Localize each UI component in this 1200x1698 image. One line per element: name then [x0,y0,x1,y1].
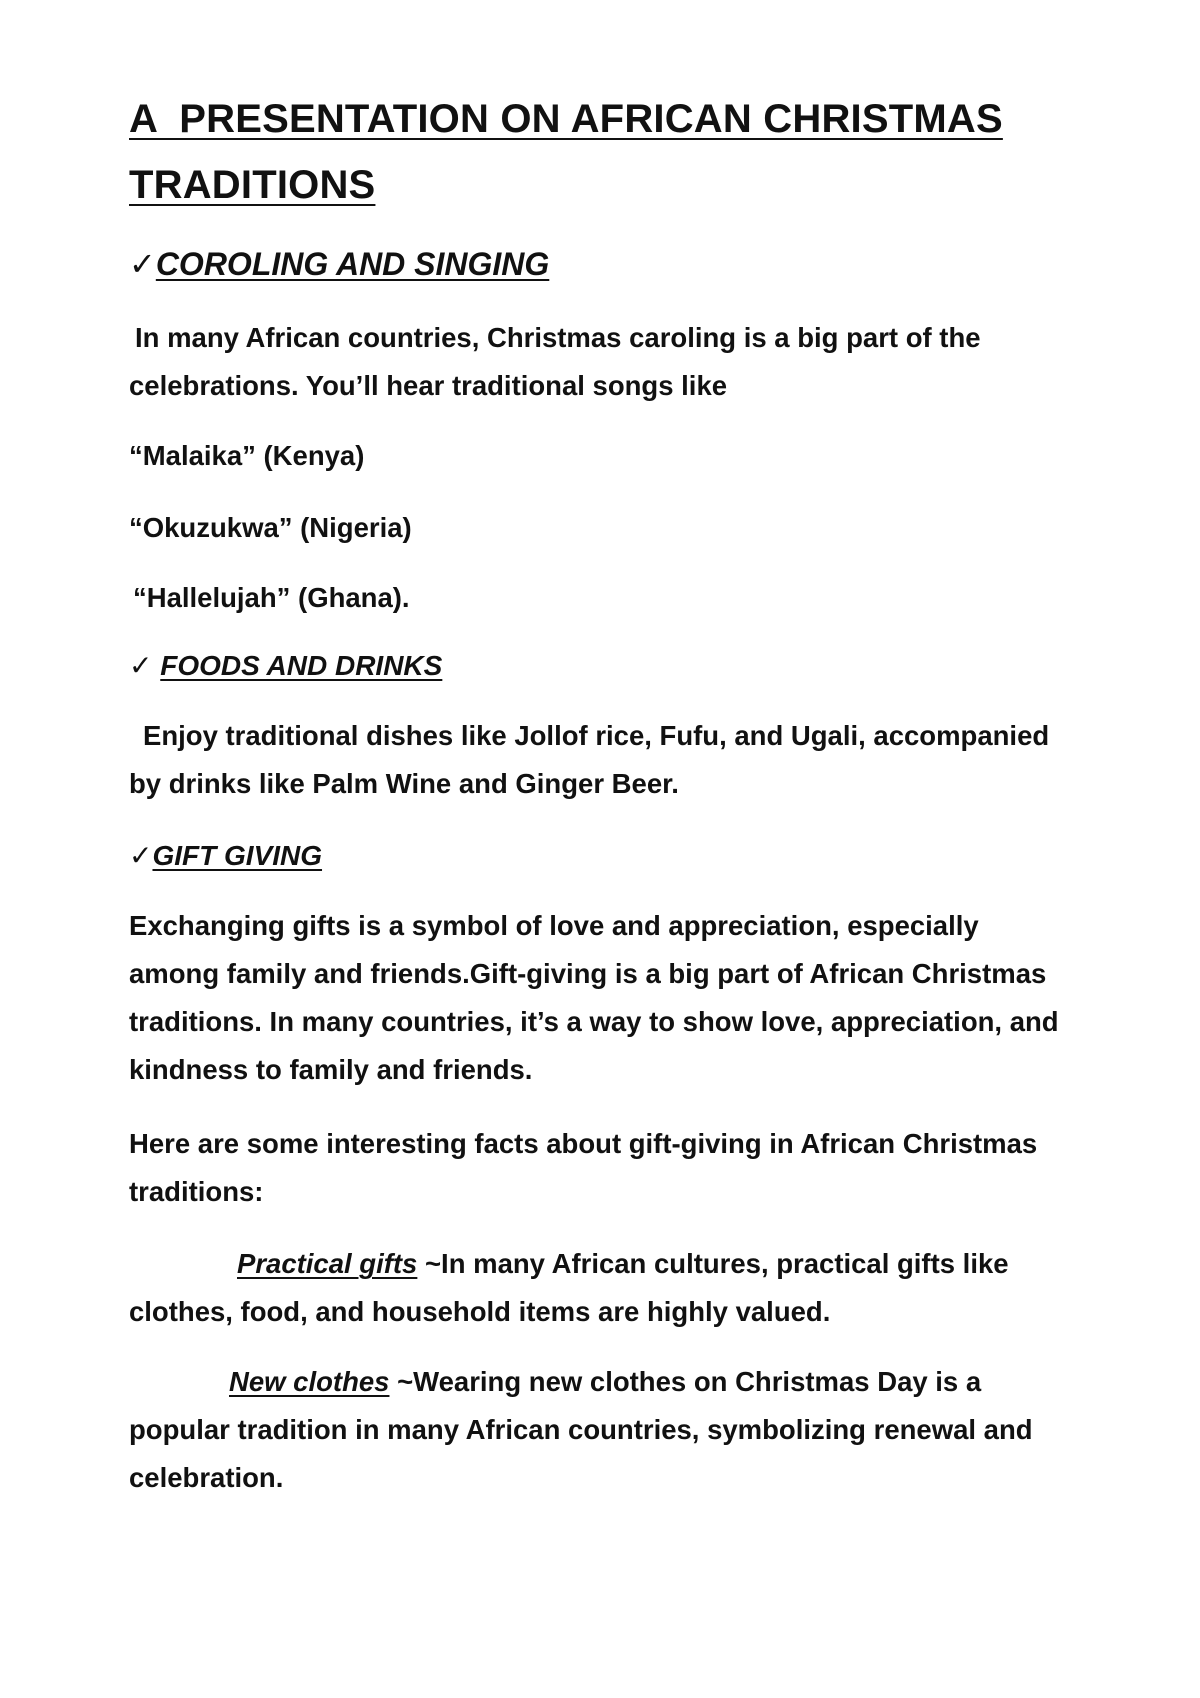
section-caroling-intro [129,314,1079,410]
section-caroling-heading [129,244,1089,284]
caroling-heading-label: COROLING AND SINGING [155,246,550,282]
gift-fact-clothes [129,1358,1064,1502]
gifts-paragraph-1: Exchanging gifts is a symbol of love and appreciation, especially among family and friends.Gift-giving is a big part of African Christmas traditions. In many countries, it’s a way to show love, appreciation, and kindness to family and friends. [129,910,1059,1085]
gifts-heading-label: GIFT GIVING [152,840,323,871]
section-food-text [129,712,1079,808]
gifts-paragraph-2: Here are some interesting facts about gift-giving in African Christmas traditions: [129,1128,1038,1207]
song-list [129,436,1089,476]
title-line-2: TRADITIONS [129,163,376,207]
gift-fact-practical [129,1240,1064,1336]
song-item-okuzukwa: “Okuzukwa” (Nigeria) [129,512,412,543]
song-list [133,578,1093,618]
document-title [129,86,1089,218]
check-mark-icon: ✓ [129,840,153,871]
title-line-1: A PRESENTATION ON AFRICAN CHRISTMAS [129,97,1003,141]
section-food-heading [129,646,1089,686]
check-mark-icon: ✓ [129,246,156,282]
food-heading-label: FOODS AND DRINKS [160,650,443,681]
song-list [129,508,1089,548]
gift-fact-term: Practical gifts [237,1248,418,1279]
caroling-intro-text: In many African countries, Christmas caroling is a big part of the celebrations. You’ll hear traditional songs like [129,322,981,401]
check-mark-icon: ✓ [129,650,153,681]
gift-fact-text: ~Wearing new clothes on Christmas Day is a popular tradition in many African countries, symbolizing renewal and celebration. [129,1366,1033,1493]
food-text: Enjoy traditional dishes like Jollof rice, Fufu, and Ugali, accompanied by drinks like Palm Wine and Ginger Beer. [129,720,1050,799]
section-gifts-heading [129,836,1089,876]
gift-fact-item [129,1358,1064,1502]
gift-fact-text: ~In many African cultures, practical gifts like clothes, food, and household items are highly valued. [129,1248,1009,1327]
song-item-hallelujah: “Hallelujah” (Ghana). [133,582,410,613]
song-item-malaika: “Malaika” (Kenya) [129,440,365,471]
gift-fact-item [129,1240,1064,1336]
section-gifts-paragraph-2 [129,1120,1064,1216]
section-gifts-paragraph-1 [129,902,1064,1094]
gift-fact-term: New clothes [229,1366,390,1397]
